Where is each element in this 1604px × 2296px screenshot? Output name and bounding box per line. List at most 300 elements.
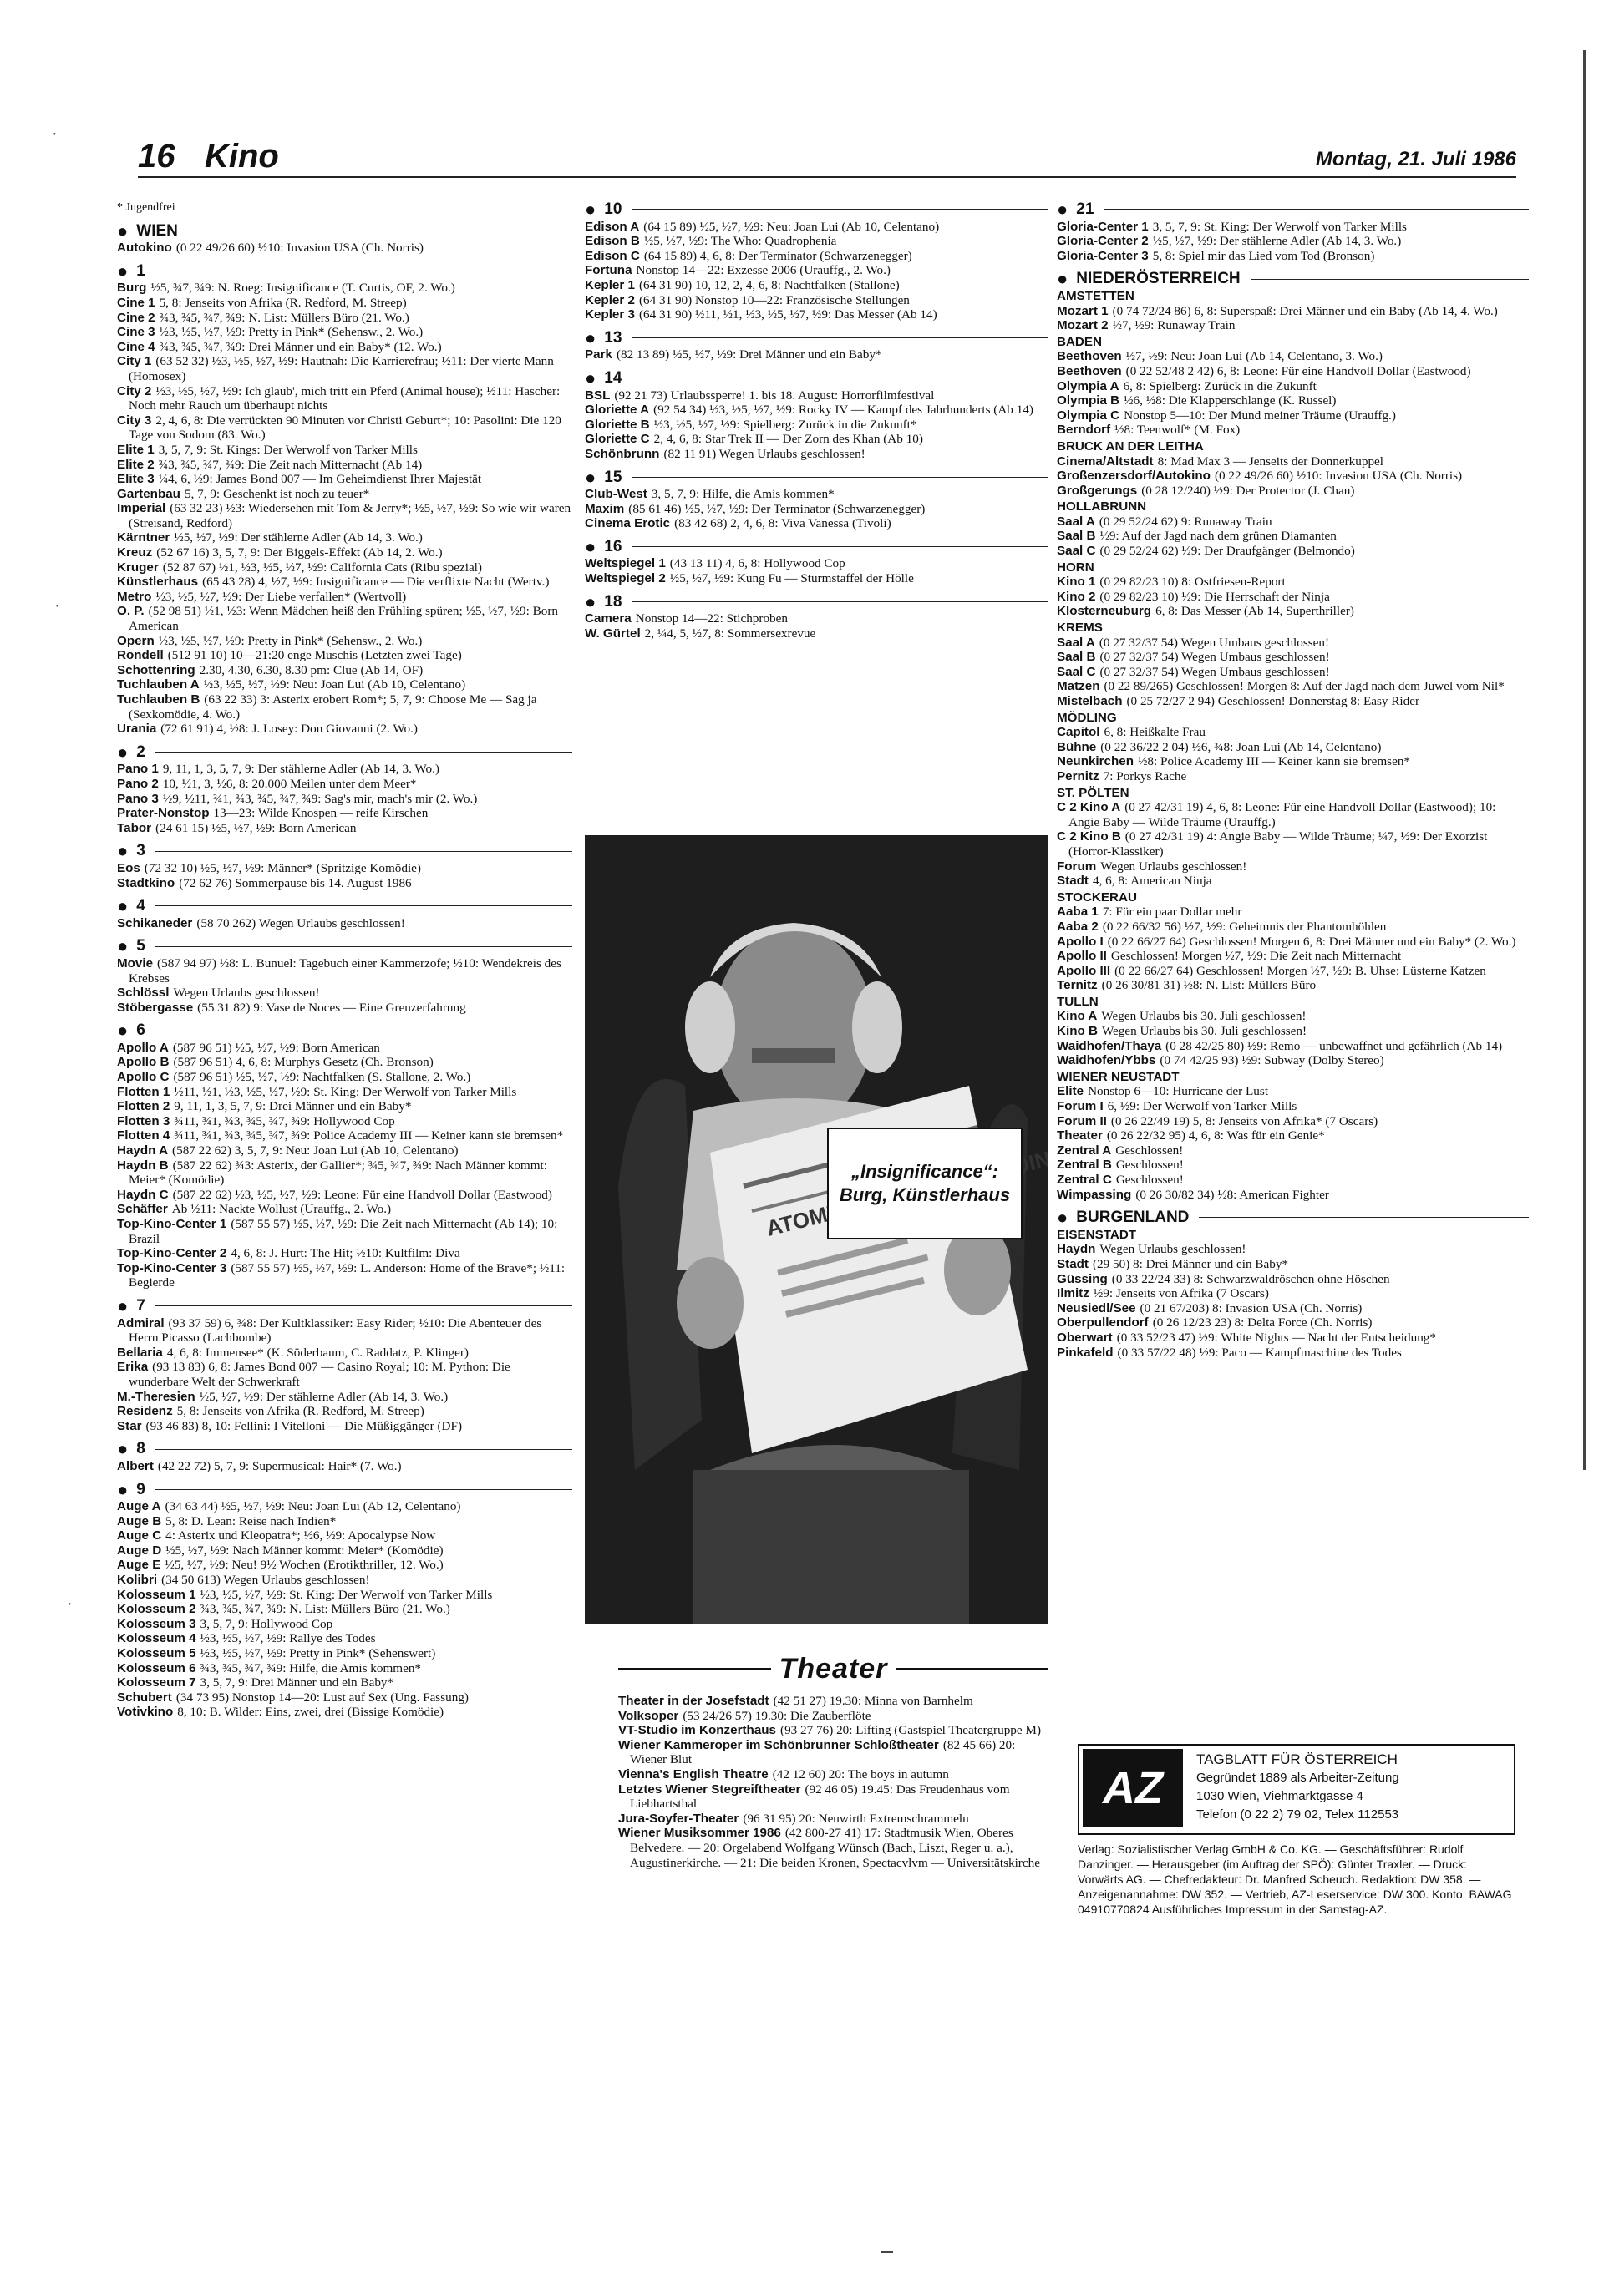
- venue-name: Kepler 1: [585, 277, 635, 292]
- venue-name: Cine 1: [117, 295, 155, 310]
- listing-entry: [1057, 949, 1529, 964]
- showtimes: (83 42 68) 2, 4, 6, 8: Viva Vanessa (Tivoli): [674, 516, 891, 531]
- showtimes: ½5, ½7, ½9: Neu! 9½ Wochen (Erotikthriller, 12. Wo.): [165, 1558, 444, 1573]
- showtimes: (64 31 90) 10, 12, 2, 4, 6, 8: Nachtfalken (Stallone): [638, 277, 900, 292]
- listing-entry: [1057, 1330, 1529, 1346]
- district-label: 15: [604, 468, 622, 486]
- showtimes: ½9: Auf der Jagd nach dem grünen Diamanten: [1099, 529, 1337, 544]
- district-heading: [585, 199, 1048, 220]
- showtimes: (24 61 15) ½5, ½7, ½9: Born American: [155, 820, 357, 835]
- town-heading: MÖDLING: [1057, 710, 1117, 725]
- venue-name: C 2 Kino B: [1057, 829, 1121, 844]
- bullet-icon: ●: [585, 466, 596, 488]
- listing-entry: [585, 307, 1048, 322]
- showtimes: 4, 6, 8: American Ninja: [1092, 874, 1212, 889]
- district-heading: [117, 220, 572, 241]
- listing-entry: [585, 626, 1048, 641]
- listing-entry: [1057, 920, 1529, 935]
- showtimes: ½3, ½5, ½7, ½9: Pretty in Pink* (Sehensw., 2. Wo.): [159, 325, 424, 340]
- district-heading: [585, 590, 1048, 612]
- listing-entry: [117, 1646, 572, 1661]
- bullet-icon: ●: [117, 935, 129, 957]
- showtimes: 10, ½1, 3, ½6, 8: 20.000 Meilen unter dem Meer*: [162, 776, 417, 791]
- listing-entry: [117, 1041, 572, 1056]
- listing-entry: [1057, 529, 1529, 544]
- theater-listings: [618, 1694, 1048, 1870]
- venue-name: Saal C: [1057, 664, 1096, 679]
- venue-name: Weltspiegel 2: [585, 571, 666, 586]
- listing-entry: [618, 1709, 1048, 1724]
- listing-entry: [585, 249, 1048, 264]
- town-heading: HORN: [1057, 560, 1094, 575]
- district-label: 7: [136, 1296, 145, 1315]
- listing-entry: [117, 443, 572, 458]
- legend-note: * Jugendfrei: [117, 201, 175, 214]
- venue-name: Urania: [117, 722, 157, 737]
- newspaper-headline: ATOMIC: [764, 1196, 851, 1241]
- showtimes: ½9, ½11, ¾1, ¾3, ¾5, ¾7, ¾9: Sag's mir, mach's mir (2. Wo.): [162, 791, 478, 806]
- listing-entry: [585, 502, 1048, 517]
- showtimes: Nonstop 6—10: Hurricane der Lust: [1088, 1084, 1269, 1099]
- listing-entry: [1057, 234, 1529, 249]
- listing-entry: [117, 777, 572, 792]
- venue-name: Top-Kino-Center 1: [117, 1217, 227, 1231]
- listing-entry: [1057, 1053, 1529, 1068]
- showtimes: (52 87 67) ½1, ½3, ½5, ½7, ½9: California Cats (Ribu spezial): [162, 560, 482, 575]
- showtimes: (587 22 62) ¾3: Asterix, der Gallier*; ¾5, ¾7, ¾9: Nach Männer kommt: Meier* (Komödie): [129, 1158, 547, 1188]
- bullet-icon: ●: [117, 840, 129, 862]
- listing-entry: [1057, 1286, 1529, 1301]
- showtimes: ½5, ½7, ½9: Kung Fu — Sturmstaffel der Hölle: [669, 571, 914, 586]
- district-label: 21: [1076, 200, 1094, 218]
- theater-title: Theater: [779, 1652, 888, 1685]
- showtimes: (93 46 83) 8, 10: Fellini: I Vitelloni — Die Müßiggänger (DF): [145, 1418, 463, 1433]
- listing-entry: [618, 1738, 1048, 1767]
- town-heading: HOLLABRUNN: [1057, 499, 1147, 514]
- venue-name: Flotten 1: [117, 1084, 170, 1099]
- showtimes: (92 21 73) Urlaubssperre! 1. bis 18. August: Horrorfilmfestival: [614, 388, 935, 403]
- venue-name: Auge D: [117, 1543, 162, 1558]
- showtimes: (0 21 67/203) 8: Invasion USA (Ch. Norris): [1140, 1300, 1363, 1315]
- az-tagline: TAGBLATT FÜR ÖSTERREICH: [1196, 1751, 1398, 1767]
- venue-name: Schönbrunn: [585, 446, 660, 461]
- listing-entry: [1057, 318, 1529, 333]
- showtimes: (0 33 52/23 47) ½9: White Nights — Nacht der Entscheidung*: [1116, 1330, 1436, 1345]
- venue-name: Großgerungs: [1057, 483, 1138, 498]
- showtimes: Wegen Urlaubs geschlossen!: [173, 986, 320, 1001]
- listing-entry: [585, 263, 1048, 278]
- showtimes: 9, 11, 1, 3, 5, 7, 9: Der stählerne Adler (Ab 14, 3. Wo.): [162, 762, 439, 777]
- listing-entry: [618, 1723, 1048, 1738]
- listing-entry: [117, 634, 572, 649]
- listing-entry: [117, 340, 572, 355]
- district-heading: [117, 1295, 572, 1316]
- venue-name: Albert: [117, 1458, 154, 1473]
- showtimes: 5, 8: Jenseits von Afrika (R. Redford, M. Streep): [176, 1404, 424, 1419]
- listing-entry: [117, 1514, 572, 1529]
- listing-entry: [585, 220, 1048, 235]
- venue-name: Apollo A: [117, 1040, 169, 1055]
- showtimes: (42 51 27) 19.30: Minna von Barnhelm: [773, 1694, 973, 1708]
- listing-entry: [117, 1404, 572, 1419]
- venue-name: Oberpullendorf: [1057, 1315, 1149, 1330]
- showtimes: (42 12 60) 20: The boys in autumn: [772, 1766, 949, 1782]
- venue-name: Top-Kino-Center 3: [117, 1260, 227, 1275]
- listing-entry: [117, 575, 572, 590]
- listing-entry: [117, 384, 572, 413]
- showtimes: (64 31 90) Nonstop 10—22: Französische Stellungen: [638, 292, 910, 307]
- venue-name: Gloria-Center 3: [1057, 248, 1149, 263]
- showtimes: ¾11, ¾1, ¾3, ¾5, ¾7, ¾9: Hollywood Cop: [174, 1113, 395, 1128]
- venue-name: Cine 2: [117, 310, 155, 325]
- listing-entry: [618, 1767, 1048, 1782]
- listing-entry: [1057, 469, 1529, 484]
- showtimes: (587 96 51) ½5, ½7, ½9: Nachtfalken (S. Stallone, 2. Wo.): [173, 1070, 471, 1085]
- venue-name: Flotten 4: [117, 1128, 170, 1143]
- listing-entry: [117, 1631, 572, 1646]
- venue-name: Berndorf: [1057, 423, 1111, 438]
- listing-entry: [1057, 1143, 1529, 1158]
- showtimes: Wegen Urlaubs geschlossen!: [1100, 859, 1247, 874]
- listing-entry: [117, 1346, 572, 1361]
- venue-name: Beethoven: [1057, 349, 1122, 364]
- showtimes: ½5, ¾7, ¾9: N. Roeg: Insignificance (T. Curtis, OF, 2. Wo.): [150, 281, 455, 296]
- listing-entry: [117, 472, 572, 487]
- showtimes: (82 11 91) Wegen Urlaubs geschlossen!: [663, 446, 865, 461]
- venue-name: Matzen: [1057, 679, 1100, 694]
- district-heading: [1057, 1207, 1529, 1229]
- showtimes: 7: Für ein paar Dollar mehr: [1102, 905, 1242, 920]
- showtimes: (34 73 95) Nonstop 14—20: Lust auf Sex (Ung. Fassung): [175, 1690, 469, 1705]
- showtimes: ½5, ½7, ½9: The Who: Quadrophenia: [643, 234, 837, 249]
- showtimes: ¼4, 6, ½9: James Bond 007 — Im Geheimdienst Ihrer Majestät: [158, 472, 482, 487]
- district-label: 5: [136, 937, 145, 955]
- showtimes: ½8: Police Academy III — Keiner kann sie bremsen*: [1138, 754, 1411, 769]
- theater-entries: [618, 1694, 1048, 1870]
- venue-name: Apollo III: [1057, 963, 1111, 978]
- venue-name: Auge A: [117, 1499, 161, 1514]
- venue-name: Maxim: [585, 501, 625, 516]
- district-heading: [117, 895, 572, 917]
- venue-name: Jura-Soyfer-Theater: [618, 1811, 739, 1826]
- showtimes: Nonstop 14—22: Stichproben: [635, 611, 788, 626]
- showtimes: 3, 5, 7, 9: St. Kings: Der Werwolf von Tarker Mills: [158, 442, 418, 457]
- venue-name: Auge B: [117, 1513, 162, 1528]
- venue-name: Kepler 3: [585, 307, 635, 322]
- scan-edge: [1583, 50, 1586, 1470]
- listing-entry: [1057, 304, 1529, 319]
- showtimes: ½5, ½7, ½9: Der stählerne Adler (Ab 14, 3. Wo.): [199, 1389, 449, 1404]
- listing-entry: [585, 403, 1048, 418]
- listing-entry: [117, 663, 572, 678]
- listing-entry: [1057, 423, 1529, 438]
- listing-entry: [117, 1114, 572, 1129]
- venue-name: Stadt: [1057, 1256, 1089, 1271]
- listing-entry: [1057, 1114, 1529, 1129]
- venue-name: Kolosseum 5: [117, 1646, 196, 1661]
- venue-name: Auge E: [117, 1558, 161, 1573]
- showtimes: (587 22 62) ½3, ½5, ½7, ½9: Leone: Für eine Handvoll Dollar (Eastwood): [172, 1187, 552, 1202]
- listing-entry: [585, 556, 1048, 571]
- venue-name: Camera: [585, 611, 632, 626]
- showtimes: 13—23: Wilde Knospen — reife Kirschen: [213, 806, 429, 821]
- listing-entry: [585, 516, 1048, 531]
- bullet-icon: ●: [117, 220, 129, 241]
- scan-mark: [881, 2251, 893, 2253]
- showtimes: (64 15 89) ½5, ½7, ½9: Neu: Joan Lui (Ab 10, Celentano): [643, 219, 940, 234]
- venue-name: Flotten 2: [117, 1099, 170, 1114]
- venue-name: W. Gürtel: [585, 626, 641, 641]
- bullet-icon: ●: [585, 327, 596, 348]
- town-heading: KREMS: [1057, 621, 1103, 636]
- listing-entry: [117, 1573, 572, 1588]
- venue-name: Elite 3: [117, 472, 155, 487]
- margin-mark: ·: [54, 597, 60, 616]
- venue-name: Zentral A: [1057, 1143, 1112, 1158]
- bullet-icon: ●: [585, 367, 596, 388]
- town-heading: AMSTETTEN: [1057, 288, 1134, 303]
- showtimes: 4: Asterix und Kleopatra*; ½6, ½9: Apocalypse Now: [165, 1528, 436, 1543]
- showtimes: 9, 11, 1, 3, 5, 7, 9: Drei Männer und ein Baby*: [174, 1099, 412, 1114]
- venue-name: Kolosseum 6: [117, 1660, 196, 1675]
- district-heading: [585, 466, 1048, 488]
- showtimes: (0 28 12/240) ½9: Der Protector (J. Chan): [1141, 483, 1355, 498]
- venue-name: Zentral B: [1057, 1158, 1112, 1173]
- showtimes: ½9: Jenseits von Afrika (7 Oscars): [1093, 1286, 1269, 1301]
- showtimes: (587 55 57) ½5, ½7, ½9: L. Anderson: Home of the Brave*; ½11: Begierde: [129, 1260, 566, 1290]
- venue-name: Haydn: [1057, 1242, 1096, 1257]
- listing-entry: [1057, 393, 1529, 408]
- venue-name: Gloriette C: [585, 432, 650, 447]
- venue-name: Olympia C: [1057, 408, 1120, 423]
- venue-name: Kolosseum 4: [117, 1631, 196, 1646]
- listing-entry: [1057, 1158, 1529, 1173]
- bullet-icon: ●: [1057, 199, 1068, 220]
- showtimes: (512 91 10) 10—21:20 enge Muschis (Letzten zwei Tage): [167, 648, 462, 663]
- venue-name: Apollo B: [117, 1055, 170, 1070]
- az-address: 1030 Wien, Viehmarktgasse 4: [1196, 1789, 1363, 1803]
- showtimes: 6, ½9: Der Werwolf von Tarker Mills: [1107, 1099, 1297, 1114]
- showtimes: 8: Mad Max 3 — Jenseits der Donnerkuppel: [1157, 454, 1383, 469]
- listing-entry: [1057, 1173, 1529, 1188]
- venue-name: Kolosseum 3: [117, 1616, 196, 1631]
- venue-name: Schikaneder: [117, 915, 193, 930]
- showtimes: (55 31 82) 9: Vase de Noces — Eine Grenzerfahrung: [197, 1000, 466, 1015]
- listing-entry: [117, 560, 572, 575]
- listing-entry: [1057, 1024, 1529, 1039]
- district-label: 9: [136, 1480, 145, 1498]
- district-label: WIEN: [136, 221, 178, 240]
- showtimes: 3, 5, 7, 9: Hilfe, die Amis kommen*: [651, 487, 835, 502]
- venue-name: Aaba 1: [1057, 905, 1099, 920]
- venue-name: City 1: [117, 354, 152, 369]
- listing-entry: [117, 1261, 572, 1290]
- listing-entry: [117, 1661, 572, 1676]
- listing-entry: [1057, 454, 1529, 469]
- listing-entry: [585, 388, 1048, 403]
- showtimes: 8, 10: B. Wilder: Eins, zwei, drei (Bissige Komödie): [177, 1705, 444, 1720]
- showtimes: Ab ½11: Nackte Wollust (Urauffg., 2. Wo.): [171, 1202, 392, 1217]
- listing-entry: [117, 1705, 572, 1720]
- district-heading: [117, 1478, 572, 1500]
- showtimes: 5, 8: D. Lean: Reise nach Indien*: [165, 1513, 337, 1528]
- district-label: 16: [604, 537, 622, 555]
- showtimes: 7: Porkys Rache: [1103, 768, 1187, 783]
- town-heading: BRUCK AN DER LEITHA: [1057, 438, 1204, 454]
- showtimes: (0 29 52/24 62) 9: Runaway Train: [1099, 514, 1272, 529]
- venue-name: Eos: [117, 860, 140, 875]
- bullet-icon: ●: [585, 590, 596, 612]
- listing-entry: [117, 530, 572, 545]
- bullet-icon: ●: [585, 199, 596, 220]
- venue-name: M.-Theresien: [117, 1389, 195, 1404]
- venue-name: Pano 3: [117, 791, 159, 806]
- venue-name: Kreuz: [117, 545, 153, 560]
- venue-name: Kino 1: [1057, 575, 1096, 590]
- venue-name: Neunkirchen: [1057, 754, 1134, 769]
- az-masthead-box: [1078, 1744, 1515, 1835]
- showtimes: ½3, ½5, ½7, ½9: St. King: Der Werwolf von Tarker Mills: [200, 1587, 493, 1602]
- listing-entry: [117, 876, 572, 891]
- column-1-entries: [117, 220, 572, 1720]
- listing-entry: [117, 1360, 572, 1389]
- header-rule: [138, 176, 1516, 178]
- listing-entry: [117, 1675, 572, 1690]
- town-heading: WIENER NEUSTADT: [1057, 1069, 1180, 1084]
- venue-name: Saal A: [1057, 514, 1095, 529]
- venue-name: Haydn C: [117, 1187, 169, 1202]
- showtimes: (0 27 32/37 54) Wegen Umbaus geschlossen!: [1099, 635, 1330, 650]
- venue-name: Burg: [117, 281, 147, 296]
- showtimes: (34 63 44) ½5, ½7, ½9: Neu: Joan Lui (Ab 12, Celentano): [165, 1499, 461, 1514]
- showtimes: ½5, ½7, ½9: Der stählerne Adler (Ab 14, 3. Wo.): [1152, 234, 1402, 249]
- venue-name: Schottenring: [117, 662, 195, 677]
- district-label: 4: [136, 897, 145, 915]
- showtimes: (0 33 22/24 33) 8: Schwarzwaldröschen ohne Höschen: [1111, 1271, 1390, 1286]
- listing-entry: [1057, 800, 1529, 829]
- venue-name: Letztes Wiener Stegreiftheater: [618, 1782, 801, 1797]
- listing-entry: [117, 1055, 572, 1070]
- showtimes: (65 43 28) 4, ½7, ½9: Insignificance — Die verflixte Nacht (Wertv.): [202, 575, 550, 590]
- showtimes: (63 22 33) 3: Asterix erobert Rom*; 5, 7, 9: Choose Me — Sag ja (Sexkomödie, 4. Wo.): [129, 692, 537, 722]
- bullet-icon: ●: [117, 741, 129, 763]
- venue-name: Rondell: [117, 648, 164, 663]
- showtimes: (0 26 22/49 19) 5, 8: Jenseits von Afrika* (7 Oscars): [1110, 1113, 1378, 1128]
- showtimes: (587 96 51) ½5, ½7, ½9: Born American: [172, 1040, 380, 1055]
- showtimes: (34 50 613) Wegen Urlaubs geschlossen!: [161, 1573, 370, 1588]
- venue-name: Schubert: [117, 1690, 172, 1705]
- showtimes: (42 22 72) 5, 7, 9: Supermusical: Hair* (7. Wo.): [157, 1458, 402, 1473]
- venue-name: Oberwart: [1057, 1330, 1113, 1345]
- showtimes: 2.30, 4.30, 6.30, 8.30 pm: Clue (Ab 14, OF): [199, 662, 424, 677]
- listing-entry: [1057, 349, 1529, 364]
- district-heading: [117, 1020, 572, 1042]
- listing-entry: [1057, 1242, 1529, 1257]
- column-3-entries: [1057, 199, 1529, 1360]
- theater-header: [618, 1652, 1048, 1685]
- venue-name: Fortuna: [585, 263, 632, 278]
- venue-name: Tuchlauben A: [117, 677, 200, 692]
- venue-name: Neusiedl/See: [1057, 1300, 1136, 1315]
- showtimes: (52 98 51) ½1, ½3: Wenn Mädchen heiß den Frühling spüren; ½5, ½7, ½9: Born American: [129, 604, 559, 634]
- photo-caption: „Insignificance“: Burg, Künstlerhaus: [827, 1128, 1023, 1239]
- listing-entry: [1057, 1346, 1529, 1361]
- venue-name: Kepler 2: [585, 292, 635, 307]
- listing-entry: [1057, 249, 1529, 264]
- showtimes: ½7, ½9: Runaway Train: [1112, 318, 1236, 333]
- listing-entry: [618, 1812, 1048, 1827]
- showtimes: (587 22 62) 3, 5, 7, 9: Neu: Joan Lui (Ab 10, Celentano): [172, 1143, 459, 1158]
- showtimes: (0 27 32/37 54) Wegen Umbaus geschlossen!: [1099, 664, 1330, 679]
- showtimes: (0 22 66/27 64) Geschlossen! Morgen ½7, ½9: B. Uhse: Lüsterne Katzen: [1114, 963, 1486, 978]
- venue-name: Pano 1: [117, 762, 159, 777]
- venue-name: Opern: [117, 633, 155, 648]
- district-label: 13: [604, 328, 622, 347]
- showtimes: (96 31 95) 20: Neuwirth Extremschrammeln: [743, 1811, 969, 1826]
- showtimes: 3, 5, 7, 9: St. King: Der Werwolf von Tarker Mills: [1152, 219, 1407, 234]
- showtimes: (93 27 76) 20: Lifting (Gastspiel Theatergruppe M): [780, 1723, 1041, 1738]
- listing-entry: [117, 1588, 572, 1603]
- venue-name: Forum I: [1057, 1099, 1104, 1114]
- showtimes: (0 22 66/27 64) Geschlossen! Morgen 6, 8: Drei Männer und ein Baby* (2. Wo.): [1107, 934, 1516, 949]
- showtimes: 5, 8: Spiel mir das Lied vom Tod (Bronson): [1152, 248, 1375, 263]
- venue-name: Mistelbach: [1057, 694, 1123, 708]
- venue-name: Stadtkino: [117, 875, 175, 890]
- venue-name: Pernitz: [1057, 768, 1099, 783]
- listing-entry: [117, 1128, 572, 1143]
- listing-entry: [117, 311, 572, 326]
- listing-entry: [117, 806, 572, 821]
- district-heading: [117, 935, 572, 957]
- venue-name: Kino 2: [1057, 589, 1096, 604]
- venue-name: C 2 Kino A: [1057, 800, 1121, 815]
- listing-entry: [1057, 874, 1529, 889]
- venue-name: Apollo I: [1057, 934, 1104, 949]
- venue-name: Cine 4: [117, 339, 155, 354]
- listing-entry: [117, 762, 572, 777]
- venue-name: Autokino: [117, 241, 172, 256]
- listing-entry: [117, 1070, 572, 1085]
- listing-entry: [117, 1316, 572, 1346]
- venue-name: O. P.: [117, 604, 145, 619]
- listing-entry: [117, 792, 572, 807]
- impressum: Verlag: Sozialistischer Verlag GmbH & Co. KG. — Geschäftsführer: Rudolf Danzinger. — Herausgeber (im Auftrag der SPÖ): Günter Traxler. — Druck: Vorwärts AG. — Chefredakteur: Dr. Manfred Scheuch. Redaktion: DW 358. — Anzeigenannahme: DW 352. — Vertrieb, AZ-Leserservice: DW 300. Konto: BAWAG 04910770824 Ausführliches Impressum in der Samstag-AZ.: [1078, 1842, 1512, 1916]
- venue-name: Saal B: [1057, 650, 1096, 665]
- district-label: 8: [136, 1440, 145, 1458]
- showtimes: ½7, ½9: Neu: Joan Lui (Ab 14, Celentano, 3. Wo.): [1125, 349, 1383, 364]
- showtimes: ¾3, ¾5, ¾7, ¾9: N. List: Müllers Büro (21. Wo.): [159, 310, 409, 325]
- district-label: 1: [136, 261, 145, 280]
- showtimes: 2, 4, 6, 8: Die verrückten 90 Minuten vor Christi Geburt*; 10: Pasolini: Die 120 Tage von Sodom (83. Wo.): [129, 413, 561, 443]
- listing-entry: [1057, 859, 1529, 874]
- showtimes: ½8: Teenwolf* (M. Fox): [1114, 423, 1241, 438]
- venue-name: Schlössl: [117, 986, 170, 1001]
- venue-name: Flotten 3: [117, 1113, 170, 1128]
- town-heading: BADEN: [1057, 334, 1103, 349]
- venue-name: Bühne: [1057, 739, 1097, 754]
- showtimes: 6, 8: Spielberg: Zurück in die Zukunft: [1123, 378, 1317, 393]
- showtimes: Geschlossen!: [1115, 1173, 1184, 1187]
- listing-entry: [117, 648, 572, 663]
- listing-entry: [117, 1217, 572, 1246]
- showtimes: (0 27 32/37 54) Wegen Umbaus geschlossen!: [1099, 650, 1330, 665]
- district-heading: [117, 1438, 572, 1460]
- listing-entry: [1057, 829, 1529, 859]
- venue-name: Waidhofen/Ybbs: [1057, 1053, 1156, 1068]
- listing-entry: [117, 986, 572, 1001]
- listing-entry: [1057, 604, 1529, 619]
- listing-entry: [1057, 665, 1529, 680]
